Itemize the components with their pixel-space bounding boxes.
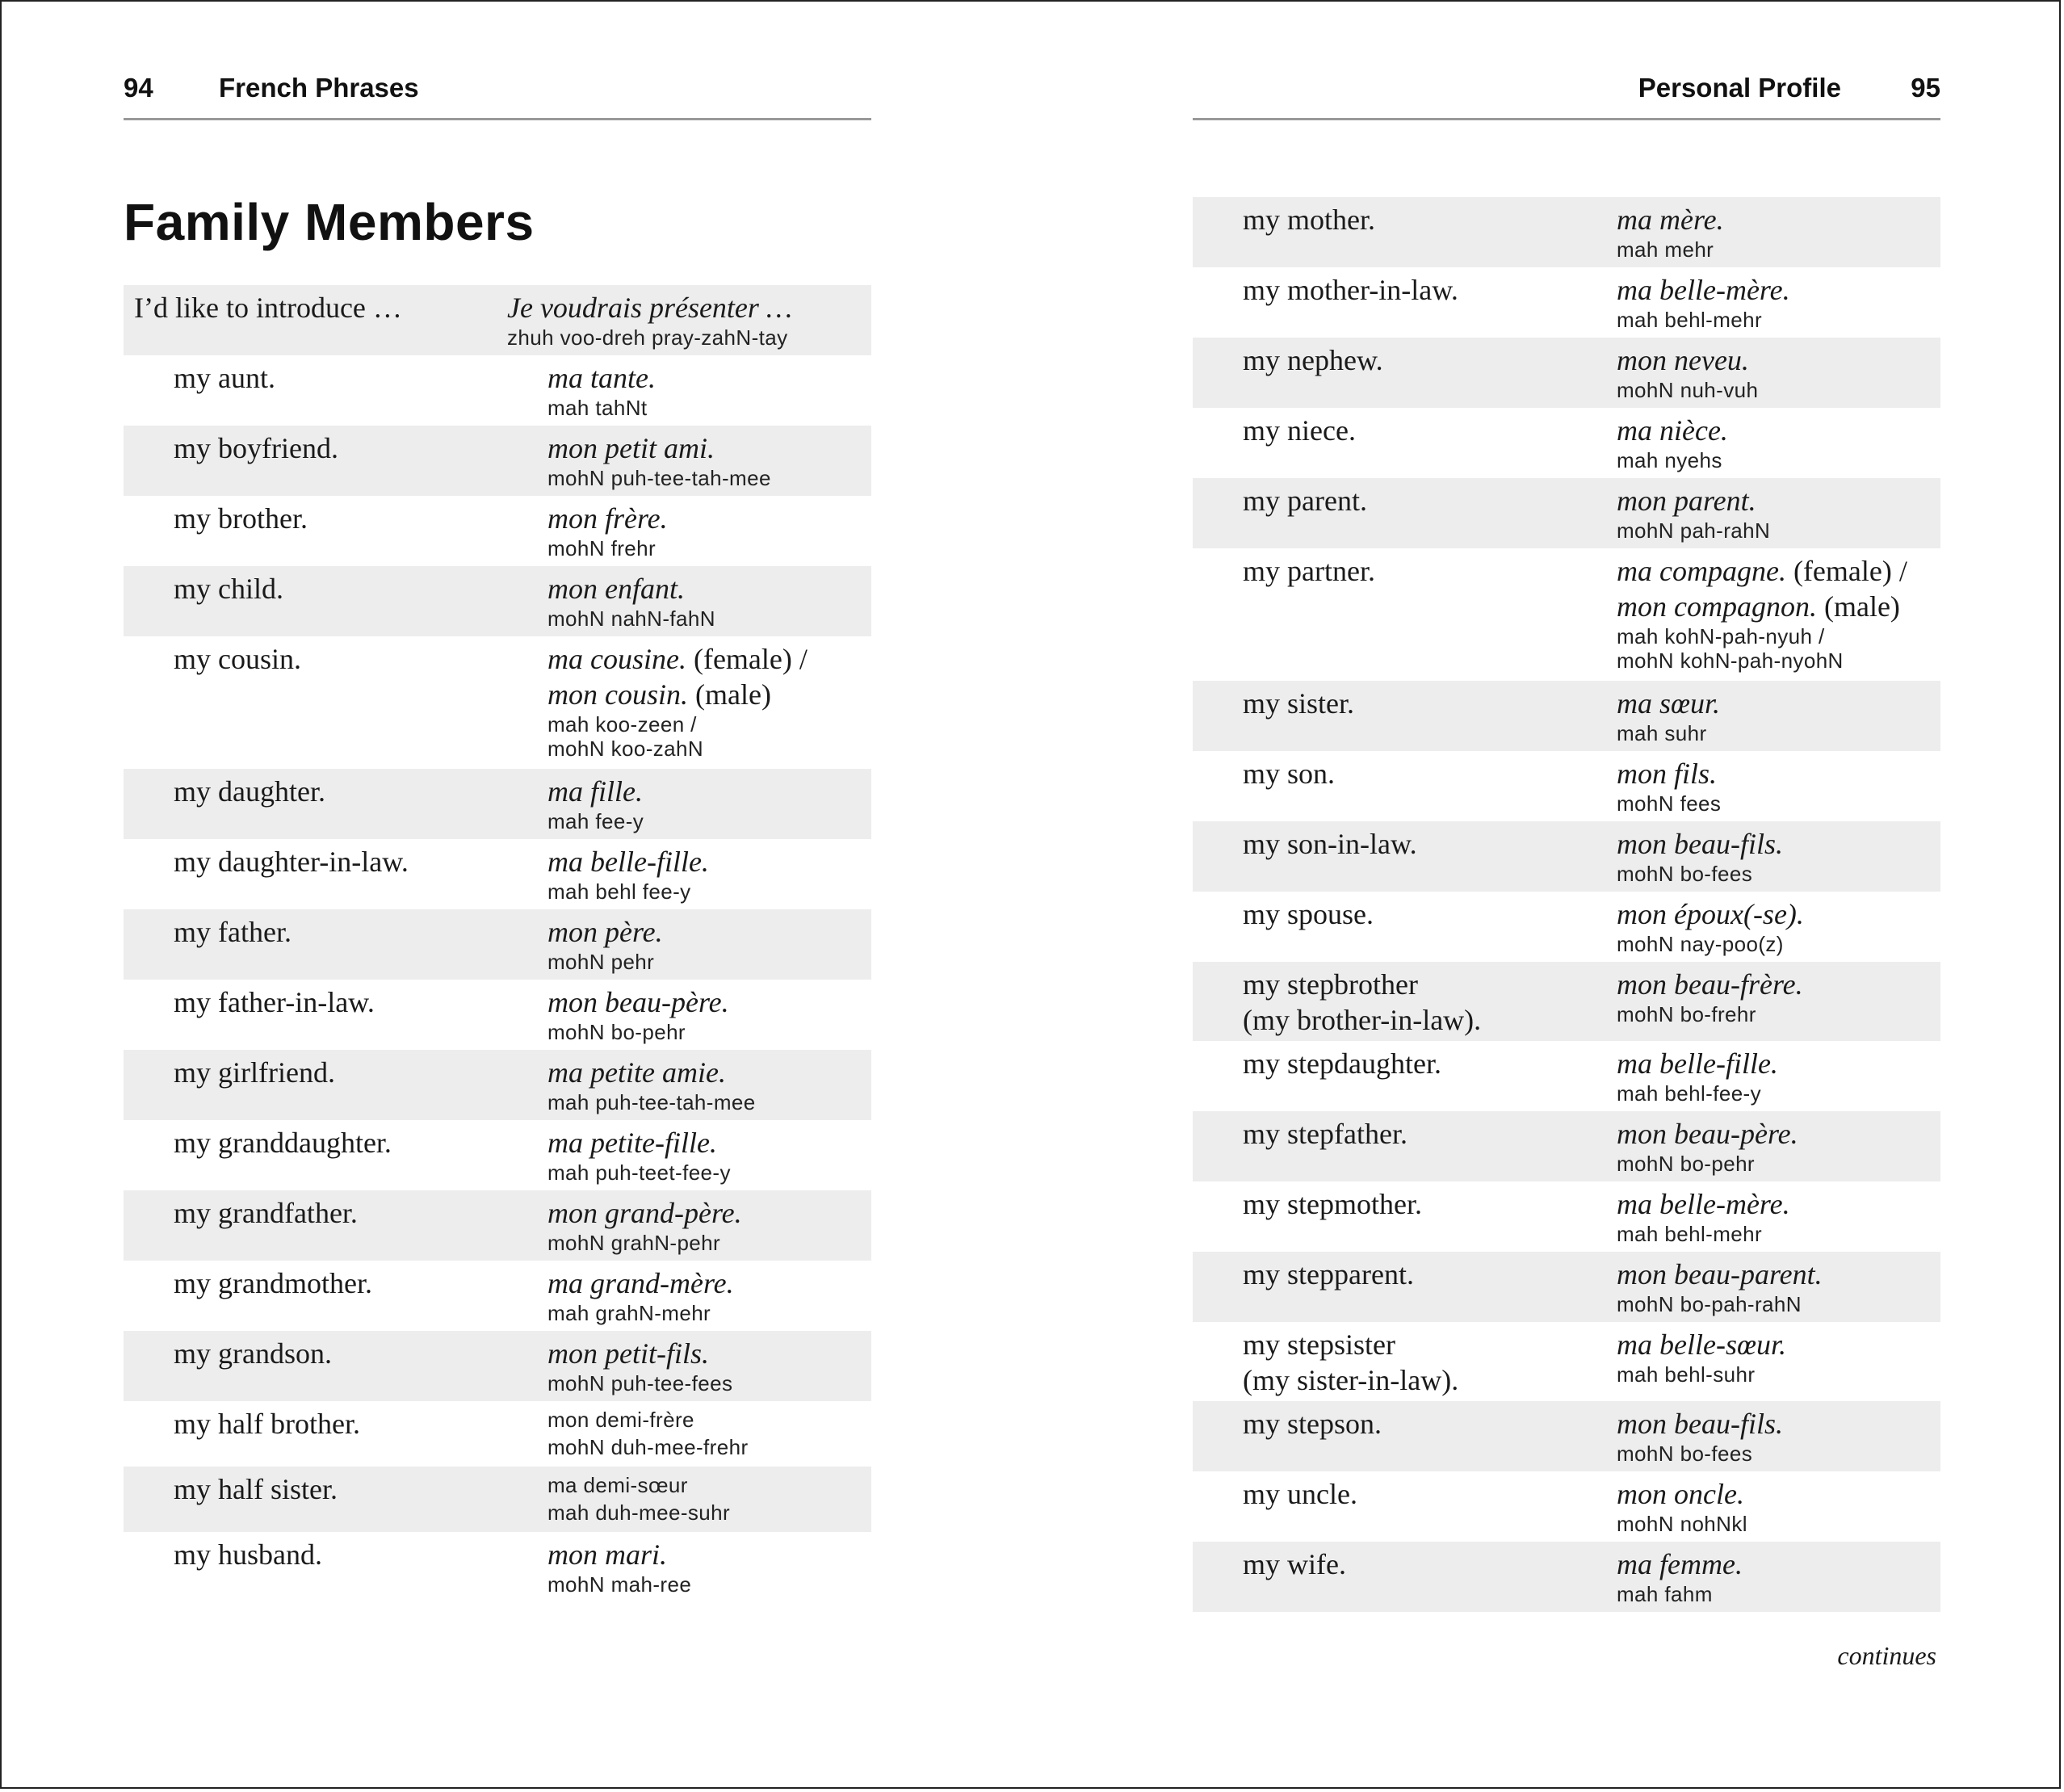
- running-title: French Phrases: [219, 73, 419, 103]
- french-phrase-cell: [547, 1125, 731, 1185]
- english-phrase: my wife.: [1243, 1548, 1346, 1580]
- english-phrase: my cousin.: [174, 643, 301, 675]
- phrase-row: [1193, 1041, 1940, 1111]
- french-phrase: ma cousine.: [547, 643, 686, 675]
- french-phrase-cell: [1617, 483, 1770, 543]
- english-phrase-cell: [1243, 1257, 1414, 1292]
- phrase-row: [124, 1190, 871, 1261]
- english-phrase: my partner.: [1243, 555, 1375, 587]
- pronunciation: mohN duh-mee-frehr: [547, 1435, 749, 1459]
- pronunciation: mah behl-fee-y: [1617, 1081, 1762, 1106]
- french-phrase: ma femme.: [1617, 1548, 1743, 1580]
- pronunciation: mohN mah-ree: [547, 1572, 692, 1597]
- english-phrase-cell: [1243, 1327, 1458, 1398]
- pronunciation: mohN pah-rahN: [1617, 518, 1771, 543]
- french-phrase-cell: [547, 430, 771, 490]
- gender-note: (female) /: [1793, 555, 1907, 587]
- english-phrase: my daughter-in-law.: [174, 846, 409, 878]
- phrase-row: [1193, 892, 1940, 962]
- english-phrase: my grandmother.: [174, 1267, 372, 1299]
- french-phrase: ma belle-fille.: [547, 846, 709, 878]
- english-phrase-cell: [174, 641, 301, 677]
- english-phrase: my grandfather.: [174, 1197, 358, 1229]
- pronunciation: zhuh voo-dreh pray-zahN-tay: [507, 325, 788, 350]
- english-phrase-cell: [174, 914, 292, 950]
- pronunciation: mah behl-mehr: [1617, 1222, 1763, 1246]
- french-phrase-cell: [1617, 686, 1720, 745]
- english-phrase-cell: [1243, 272, 1458, 308]
- french-phrase: ma petite-fille.: [547, 1127, 717, 1159]
- pronunciation: mohN bo-pehr: [547, 1020, 686, 1044]
- french-phrase: ma grand-mère.: [547, 1267, 734, 1299]
- pronunciation: mohN nuh-vuh: [1617, 378, 1759, 402]
- phrase-row: [1193, 267, 1940, 338]
- french-phrase-cell: [1617, 826, 1783, 886]
- phrase-row: [124, 1467, 871, 1532]
- pronunciation: mah behl fee-y: [547, 879, 691, 904]
- french-phrase: mon neveu.: [1617, 344, 1749, 376]
- section-title: Family Members: [124, 193, 535, 251]
- phrase-row: [124, 426, 871, 496]
- french-phrase-cell: [1617, 1327, 1786, 1387]
- english-phrase: my girlfriend.: [174, 1056, 335, 1089]
- pronunciation: mohN puh-tee-fees: [547, 1371, 733, 1395]
- english-phrase-cell: [1243, 1186, 1422, 1222]
- pronunciation: mah fahm: [1617, 1582, 1713, 1606]
- english-phrase: my father-in-law.: [174, 986, 375, 1018]
- french-phrase-cell: [1617, 553, 1907, 673]
- english-phrase: my stepfather.: [1243, 1118, 1407, 1150]
- phrase-row: [124, 980, 871, 1050]
- french-phrase-cell: [1617, 413, 1728, 472]
- french-phrase: mon époux(-se).: [1617, 898, 1804, 930]
- english-phrase-cell: [174, 1265, 372, 1301]
- pronunciation: mohN nahN-fahN: [547, 606, 715, 631]
- french-phrase: ma tante.: [547, 362, 656, 394]
- english-phrase: my father.: [174, 916, 292, 948]
- english-phrase: my parent.: [1243, 485, 1367, 517]
- english-phrase: my half brother.: [174, 1408, 360, 1440]
- french-phrase: mon beau-fils.: [1617, 1408, 1783, 1440]
- continues-note: continues: [1837, 1641, 1936, 1670]
- french-phrase-cell: [547, 641, 808, 761]
- french-phrase: ma compagne.: [1617, 555, 1786, 587]
- right-page-header: [1193, 69, 1940, 120]
- phrase-row: [1193, 1181, 1940, 1252]
- french-phrase: mon beau-parent.: [1617, 1258, 1823, 1290]
- phrase-row: [124, 909, 871, 980]
- left-page-header: [124, 69, 871, 120]
- english-phrase-cell: [174, 1406, 360, 1442]
- phrase-row: [1193, 1471, 1940, 1542]
- phrase-row: [1193, 1401, 1940, 1471]
- english-phrase: my son.: [1243, 758, 1336, 790]
- french-phrase: mon grand-père.: [547, 1197, 742, 1229]
- phrase-row: [124, 566, 871, 636]
- pronunciation: mohN grahN-pehr: [547, 1231, 721, 1255]
- phrase-row: [1193, 962, 1940, 1041]
- french-phrase: mon petit-fils.: [547, 1337, 709, 1370]
- english-phrase: my uncle.: [1243, 1478, 1357, 1510]
- english-phrase: my mother.: [1243, 204, 1375, 236]
- pronunciation: mah nyehs: [1617, 448, 1722, 472]
- french-phrase: ma petite amie.: [547, 1056, 726, 1089]
- french-phrase: mon père.: [547, 916, 663, 948]
- french-phrase-cell: [1617, 1046, 1778, 1106]
- phrase-row: [124, 1401, 871, 1467]
- french-phrase: mon beau-frère.: [1617, 968, 1803, 1001]
- english-phrase-cell: [174, 571, 283, 606]
- french-phrase-cell: [547, 844, 709, 904]
- gender-note: (female) /: [693, 643, 808, 675]
- french-phrase-cell: [507, 290, 792, 350]
- phrase-row: [124, 355, 871, 426]
- english-phrase-cell: [1243, 202, 1375, 237]
- phrase-row-intro: [124, 285, 871, 355]
- pronunciation: mohN bo-frehr: [1617, 1002, 1756, 1026]
- english-phrase-cell: [1243, 342, 1383, 378]
- english-phrase: my daughter.: [174, 775, 325, 808]
- phrase-row: [1193, 1322, 1940, 1401]
- pronunciation: mah duh-mee-suhr: [547, 1500, 731, 1525]
- gender-note: (male): [695, 678, 771, 711]
- english-phrase-cell: [1243, 826, 1417, 862]
- phrase-table-right: [1193, 197, 1940, 1612]
- french-phrase: ma mère.: [1617, 204, 1724, 236]
- english-phrase: my stepmother.: [1243, 1188, 1422, 1220]
- french-phrase: mon demi-frère: [547, 1408, 694, 1432]
- english-phrase-cell: [174, 1537, 322, 1572]
- phrase-row: [1193, 548, 1940, 681]
- pronunciation: mah koo-zeen /: [547, 712, 697, 737]
- french-phrase-cell: [1617, 1116, 1798, 1176]
- english-phrase-cell: [174, 1055, 335, 1090]
- french-phrase-cell: [547, 1537, 691, 1597]
- french-phrase: ma nièce.: [1617, 414, 1728, 447]
- pronunciation: mohN bo-pah-rahN: [1617, 1292, 1802, 1316]
- phrase-row: [124, 496, 871, 566]
- french-phrase-cell: [1617, 756, 1721, 816]
- french-phrase: mon mari.: [547, 1538, 668, 1571]
- french-phrase-cell: [547, 501, 668, 560]
- french-phrase-cell: [1617, 342, 1758, 402]
- pronunciation: mohN nohNkl: [1617, 1512, 1747, 1536]
- pronunciation: mah puh-teet-fee-y: [547, 1160, 731, 1185]
- phrase-row: [1193, 408, 1940, 478]
- pronunciation: mohN frehr: [547, 536, 657, 560]
- french-phrase: mon enfant.: [547, 573, 685, 605]
- english-phrase-cell: [174, 1471, 338, 1507]
- english-phrase: my stepbrother: [1243, 968, 1418, 1001]
- english-phrase-cell: [174, 430, 338, 466]
- gender-note: (male): [1823, 590, 1900, 623]
- french-phrase-cell: [547, 1336, 732, 1395]
- english-phrase-cell: [174, 1125, 392, 1160]
- english-phrase-line2: (my sister-in-law).: [1243, 1364, 1459, 1396]
- french-phrase: Je voudrais présenter …: [507, 292, 792, 324]
- english-phrase-cell: [1243, 483, 1367, 518]
- french-phrase-cell: [1617, 967, 1803, 1026]
- english-phrase: I’d like to introduce …: [134, 292, 402, 324]
- english-phrase: my boyfriend.: [174, 432, 338, 464]
- english-phrase-cell: [174, 774, 325, 809]
- english-phrase-cell: [1243, 1046, 1441, 1081]
- english-phrase-cell: [1243, 967, 1481, 1038]
- french-phrase: ma belle-mère.: [1617, 1188, 1790, 1220]
- english-phrase-line2: (my brother-in-law).: [1243, 1004, 1482, 1036]
- pronunciation: mah suhr: [1617, 721, 1707, 745]
- french-phrase: ma fille.: [547, 775, 643, 808]
- english-phrase: my husband.: [174, 1538, 322, 1571]
- pronunciation: mohN nay-poo(z): [1617, 932, 1784, 956]
- pronunciation: mohN bo-fees: [1617, 862, 1753, 886]
- english-phrase: my sister.: [1243, 687, 1355, 720]
- english-phrase-cell: [1243, 686, 1354, 721]
- phrase-row: [1193, 338, 1940, 408]
- pronunciation: mah fee-y: [547, 809, 644, 833]
- french-phrase-cell: [547, 571, 715, 631]
- french-phrase-cell: [1617, 1186, 1790, 1246]
- phrase-row: [124, 839, 871, 909]
- pronunciation: mah puh-tee-tah-mee: [547, 1090, 756, 1114]
- french-phrase-cell: [547, 914, 663, 974]
- english-phrase-cell: [1243, 553, 1375, 589]
- french-phrase-cell: [547, 360, 656, 420]
- phrase-row: [124, 1050, 871, 1120]
- english-phrase: my mother-in-law.: [1243, 274, 1458, 306]
- phrase-row: [1193, 1252, 1940, 1322]
- english-phrase: my child.: [174, 573, 283, 605]
- english-phrase-cell: [174, 360, 275, 396]
- french-phrase-cell: [547, 1265, 734, 1325]
- french-phrase: mon beau-père.: [547, 986, 729, 1018]
- french-phrase: mon beau-père.: [1617, 1118, 1798, 1150]
- page-number: 95: [1911, 73, 1940, 103]
- french-phrase-cell: [547, 984, 729, 1044]
- english-phrase-cell: [1243, 413, 1356, 448]
- english-phrase-cell: [1243, 1116, 1407, 1152]
- french-phrase-cell: [1617, 1257, 1823, 1316]
- phrase-row: [1193, 1542, 1940, 1612]
- pronunciation: mah mehr: [1617, 237, 1714, 262]
- english-phrase: my spouse.: [1243, 898, 1374, 930]
- phrase-row: [1193, 751, 1940, 821]
- english-phrase: my stepsister: [1243, 1328, 1395, 1361]
- french-phrase: mon parent.: [1617, 485, 1756, 517]
- phrase-row: [124, 636, 871, 769]
- phrase-row: [124, 1331, 871, 1401]
- english-phrase: my stepson.: [1243, 1408, 1382, 1440]
- english-phrase: my son-in-law.: [1243, 828, 1417, 860]
- english-phrase-cell: [1243, 1476, 1357, 1512]
- english-phrase: my granddaughter.: [174, 1127, 392, 1159]
- french-phrase-cell: [1617, 1546, 1743, 1606]
- english-phrase-cell: [1243, 896, 1374, 932]
- french-phrase-cell: [1617, 202, 1724, 262]
- phrase-row: [124, 1120, 871, 1190]
- french-phrase-cell: [1617, 896, 1804, 956]
- english-phrase: my stepdaughter.: [1243, 1047, 1441, 1080]
- french-phrase-alt: mon compagnon.: [1617, 590, 1817, 623]
- french-phrase: ma belle-fille.: [1617, 1047, 1778, 1080]
- english-phrase-cell: [1243, 1546, 1346, 1582]
- pronunciation: mohN bo-pehr: [1617, 1152, 1755, 1176]
- english-phrase-cell: [1243, 756, 1335, 791]
- french-phrase-cell: [547, 1195, 742, 1255]
- french-phrase-cell: [547, 1406, 749, 1461]
- french-phrase: ma sœur.: [1617, 687, 1721, 720]
- english-phrase: my nephew.: [1243, 344, 1383, 376]
- french-phrase: ma belle-mère.: [1617, 274, 1790, 306]
- french-phrase: mon fils.: [1617, 758, 1718, 790]
- phrase-row: [1193, 1111, 1940, 1181]
- french-phrase: mon oncle.: [1617, 1478, 1744, 1510]
- english-phrase-cell: [174, 501, 308, 536]
- pronunciation: mohN bo-fees: [1617, 1442, 1753, 1466]
- french-phrase: mon beau-fils.: [1617, 828, 1783, 860]
- pronunciation: mah tahNt: [547, 396, 648, 420]
- page-number: 94: [124, 73, 153, 103]
- english-phrase-cell: [174, 984, 375, 1020]
- english-phrase-cell: [174, 1195, 358, 1231]
- english-phrase: my brother.: [174, 502, 308, 535]
- french-phrase-alt: mon cousin.: [547, 678, 688, 711]
- pronunciation: mah behl-suhr: [1617, 1362, 1756, 1387]
- english-phrase-cell: [174, 844, 409, 879]
- english-phrase: my half sister.: [174, 1473, 338, 1505]
- pronunciation: mah kohN-pah-nyuh /: [1617, 624, 1825, 648]
- french-phrase-cell: [547, 774, 644, 833]
- phrase-row: [124, 769, 871, 839]
- french-phrase-cell: [547, 1055, 756, 1114]
- phrase-row: [1193, 197, 1940, 267]
- phrase-row: [1193, 681, 1940, 751]
- pronunciation: mohN pehr: [547, 950, 655, 974]
- english-phrase: my aunt.: [174, 362, 275, 394]
- english-phrase: my stepparent.: [1243, 1258, 1414, 1290]
- pronunciation: mohN puh-tee-tah-mee: [547, 466, 771, 490]
- french-phrase-cell: [547, 1471, 730, 1526]
- pronunciation-alt: mohN kohN-pah-nyohN: [1617, 648, 1844, 673]
- phrase-table-left: [124, 285, 871, 1602]
- french-phrase: ma demi-sœur: [547, 1473, 688, 1497]
- french-phrase-cell: [1617, 272, 1790, 332]
- running-title: Personal Profile: [1638, 73, 1841, 103]
- english-phrase-cell: [1243, 1406, 1382, 1442]
- phrase-row: [124, 1261, 871, 1331]
- phrase-row: [124, 1532, 871, 1602]
- pronunciation: mohN fees: [1617, 791, 1722, 816]
- english-phrase: my niece.: [1243, 414, 1356, 447]
- pronunciation: mah behl-mehr: [1617, 308, 1763, 332]
- phrase-row: [1193, 478, 1940, 548]
- french-phrase: ma belle-sœur.: [1617, 1328, 1786, 1361]
- pronunciation-alt: mohN koo-zahN: [547, 737, 704, 761]
- english-phrase-cell: [174, 1336, 332, 1371]
- french-phrase: mon frère.: [547, 502, 668, 535]
- english-phrase: my grandson.: [174, 1337, 332, 1370]
- french-phrase-cell: [1617, 1476, 1747, 1536]
- pronunciation: mah grahN-mehr: [547, 1301, 711, 1325]
- french-phrase-cell: [1617, 1406, 1783, 1466]
- french-phrase: mon petit ami.: [547, 432, 715, 464]
- phrase-row: [1193, 821, 1940, 892]
